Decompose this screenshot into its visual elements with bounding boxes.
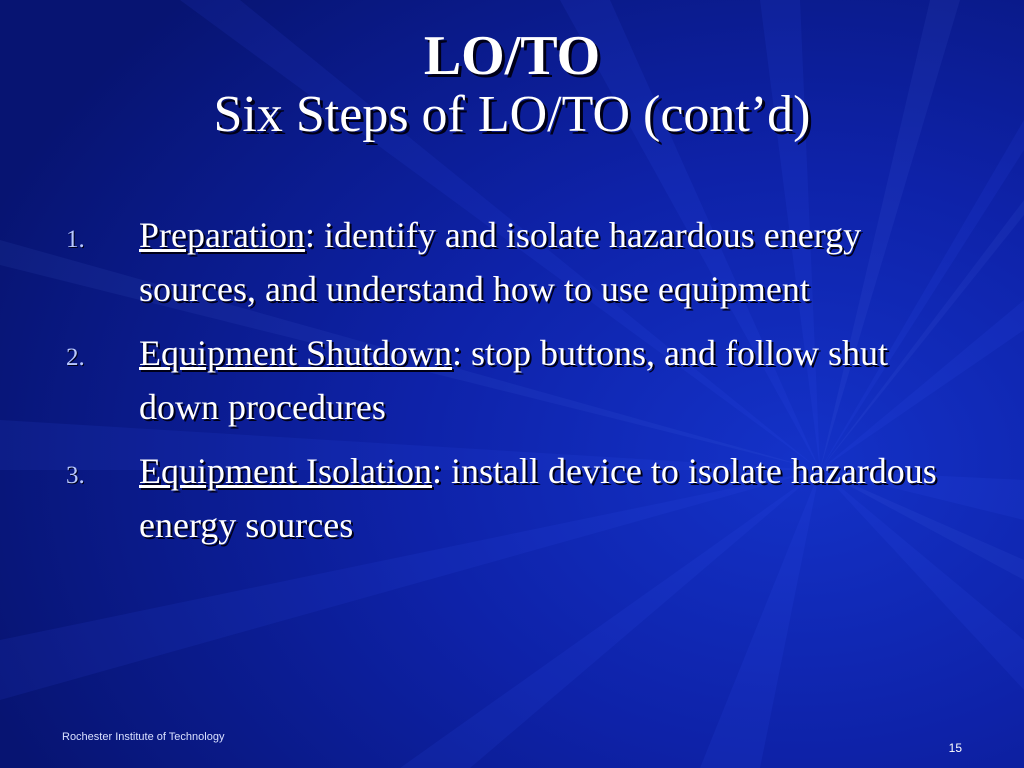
list-item-text: : install device to isolate hazardous energy sources	[139, 451, 937, 545]
list-item-text: : stop buttons, and follow shut down procedures	[139, 333, 889, 427]
slide-subtitle: Six Steps of LO/TO (cont’d)	[213, 86, 811, 143]
list-item	[66, 444, 966, 552]
steps-list	[66, 208, 966, 562]
footer-text: Rochester Institute of Technology	[62, 731, 225, 743]
list-item	[66, 208, 966, 316]
slide-title-block	[0, 24, 1024, 146]
list-item-term: Equipment Isolation	[139, 451, 432, 491]
page-number: 15	[948, 741, 962, 755]
list-item	[66, 326, 966, 434]
list-number: 3.	[66, 462, 85, 489]
list-item-text: : identify and isolate hazardous energy sources, and understand how to use equipment	[139, 215, 862, 309]
list-number: 2.	[66, 344, 85, 371]
list-number: 1.	[66, 226, 85, 253]
list-item-term: Preparation	[139, 215, 305, 255]
list-item-term: Equipment Shutdown	[139, 333, 452, 373]
slide-title: LO/TO	[423, 25, 601, 87]
